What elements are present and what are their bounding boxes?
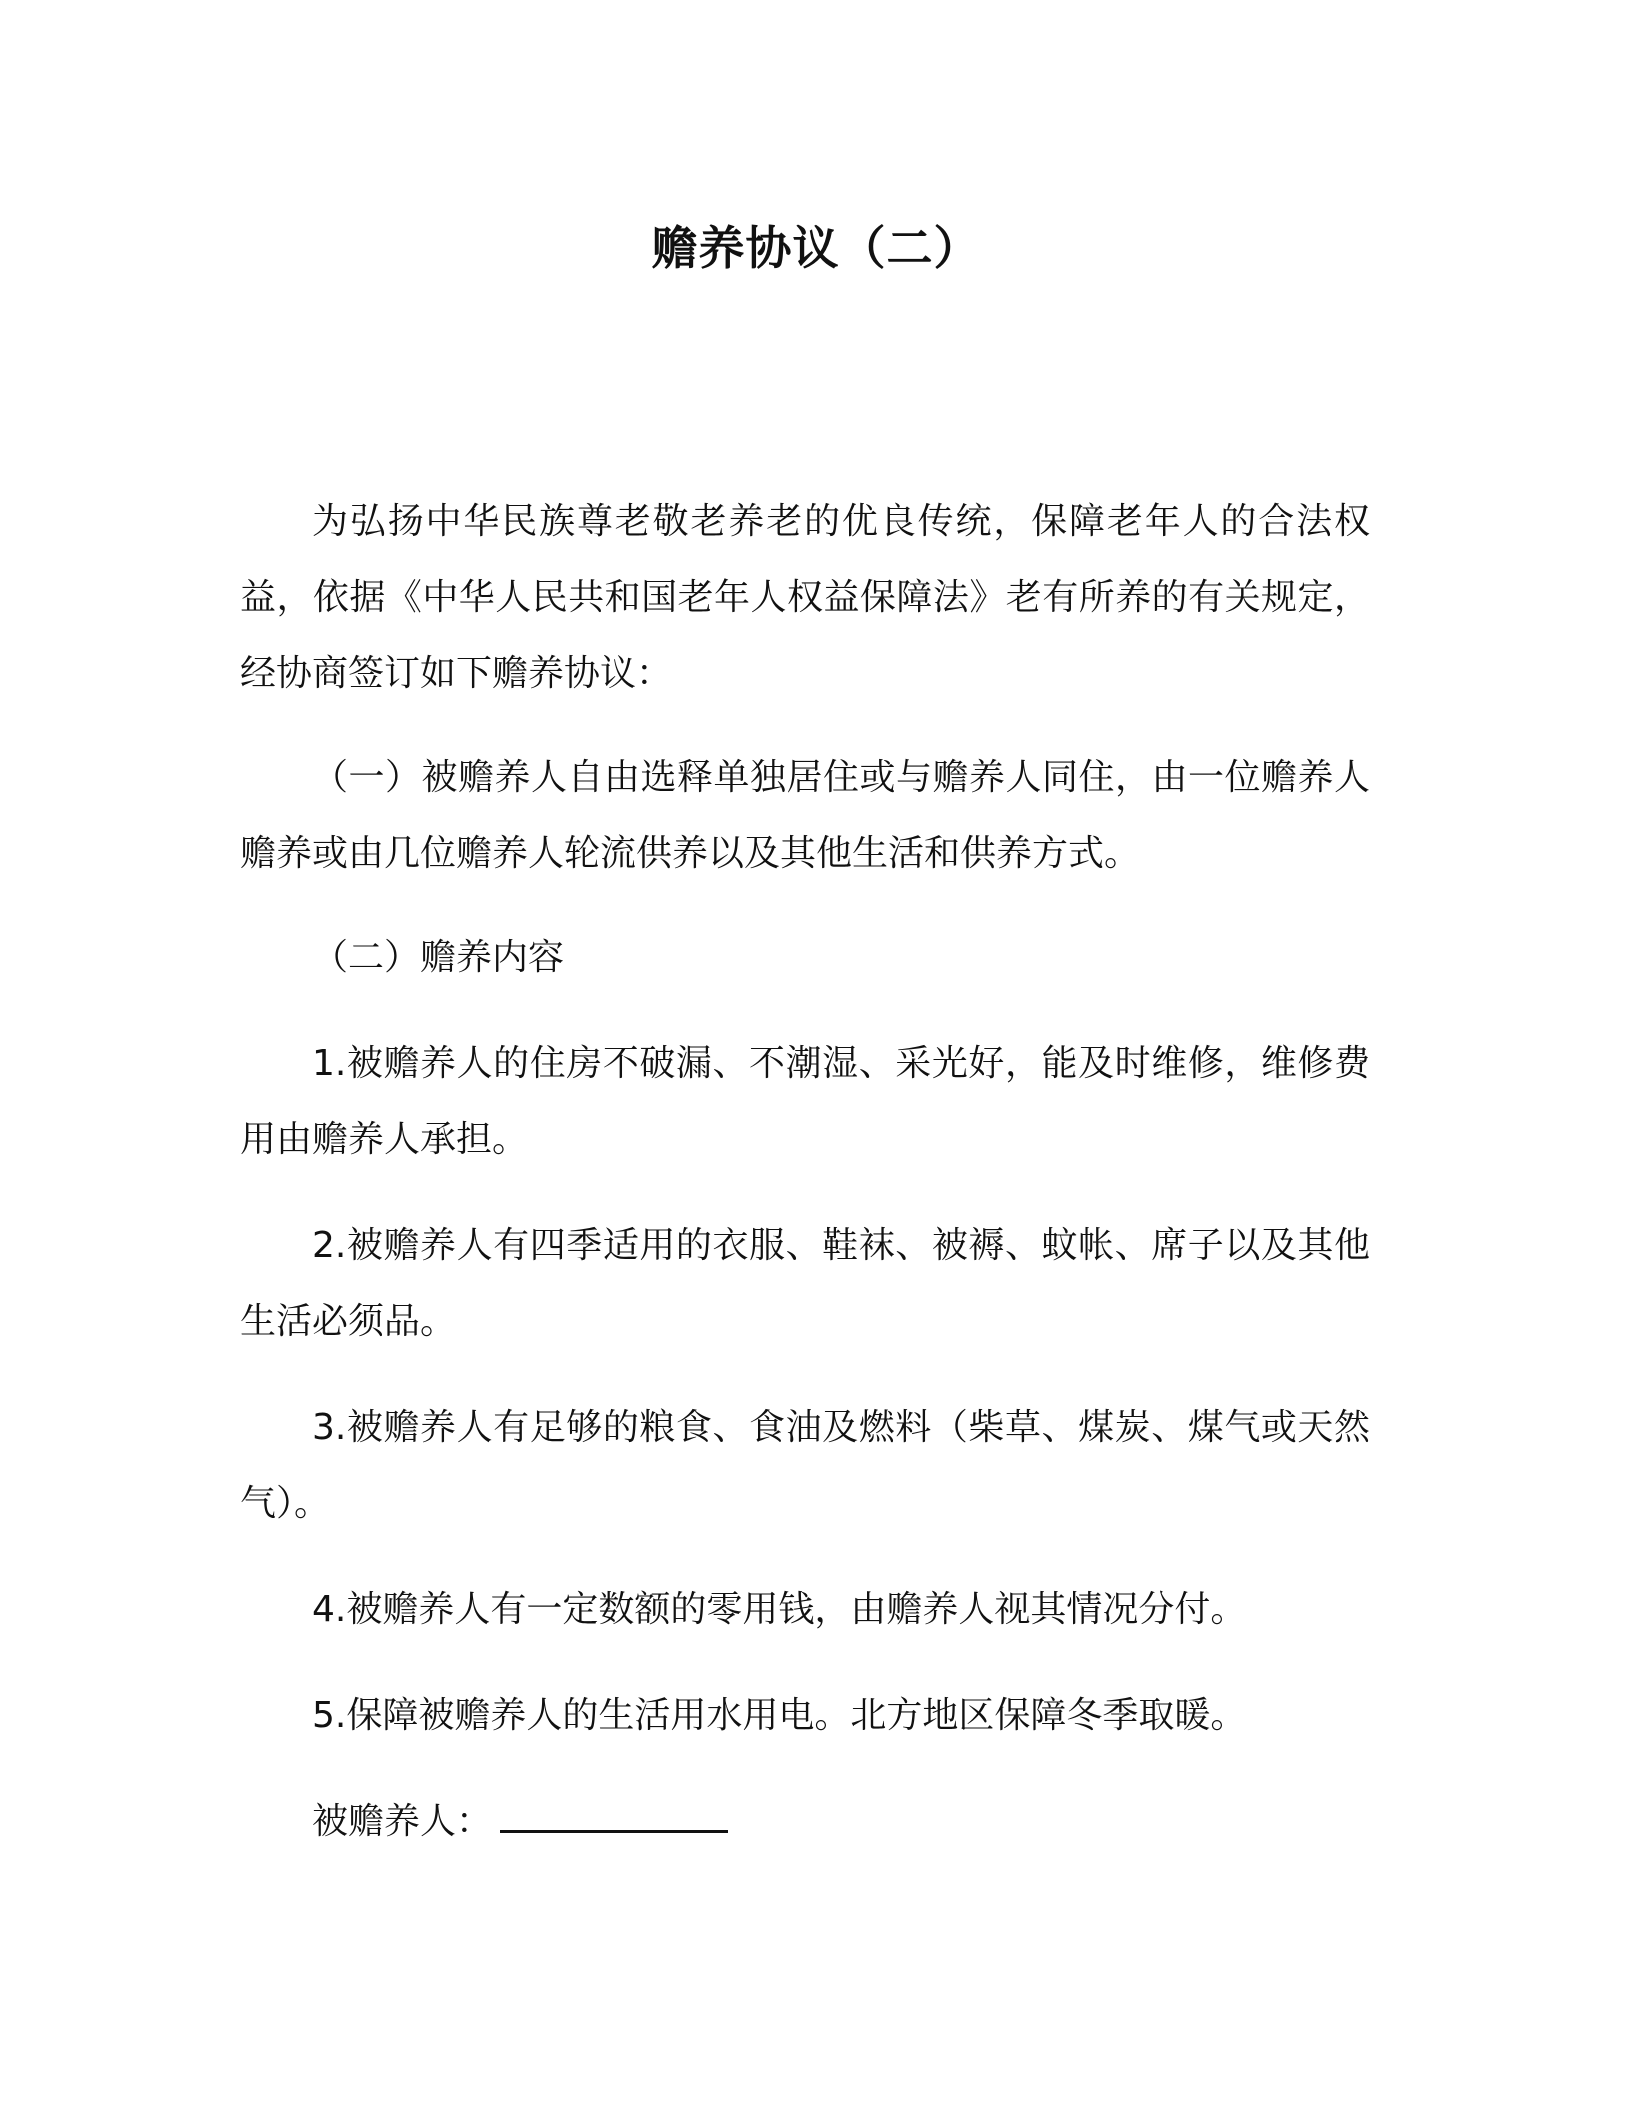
item-3-paragraph: 3.被赡养人有足够的粮食、食油及燃料（柴草、煤炭、煤气或天然气）。 [240,1407,1370,1524]
signature-line [240,1784,1370,1860]
section-1-paragraph: （一）被赡养人自由选释单独居住或与赡养人同住，由一位赡养人赡养或由几位赡养人轮流供养以及其他生活和供养方式。 [240,757,1370,874]
signature-label: 被赡养人： [312,1801,493,1842]
item-5-paragraph: 5.保障被赡养人的生活用水用电。北方地区保障冬季取暖。 [312,1695,1247,1736]
section-2-heading: （二）赡养内容 [312,937,565,978]
document-title: 赡养协议（二） [651,221,981,275]
signature-blank[interactable] [500,1790,728,1833]
intro-paragraph: 为弘扬中华民族尊老敬老养老的优良传统，保障老年人的合法权益，依据《中华人民共和国老年人权益保障法》老有所养的有关规定，经协商签订如下赡养协议： [240,501,1370,694]
item-2-paragraph: 2.被赡养人有四季适用的衣服、鞋袜、被褥、蚊帐、席子以及其他生活必须品。 [240,1225,1370,1342]
item-4-paragraph: 4.被赡养人有一定数额的零用钱，由赡养人视其情况分付。 [312,1589,1247,1630]
item-1-paragraph: 1.被赡养人的住房不破漏、不潮湿、采光好，能及时维修，维修费用由赡养人承担。 [240,1043,1370,1160]
document-body [240,484,1370,1860]
